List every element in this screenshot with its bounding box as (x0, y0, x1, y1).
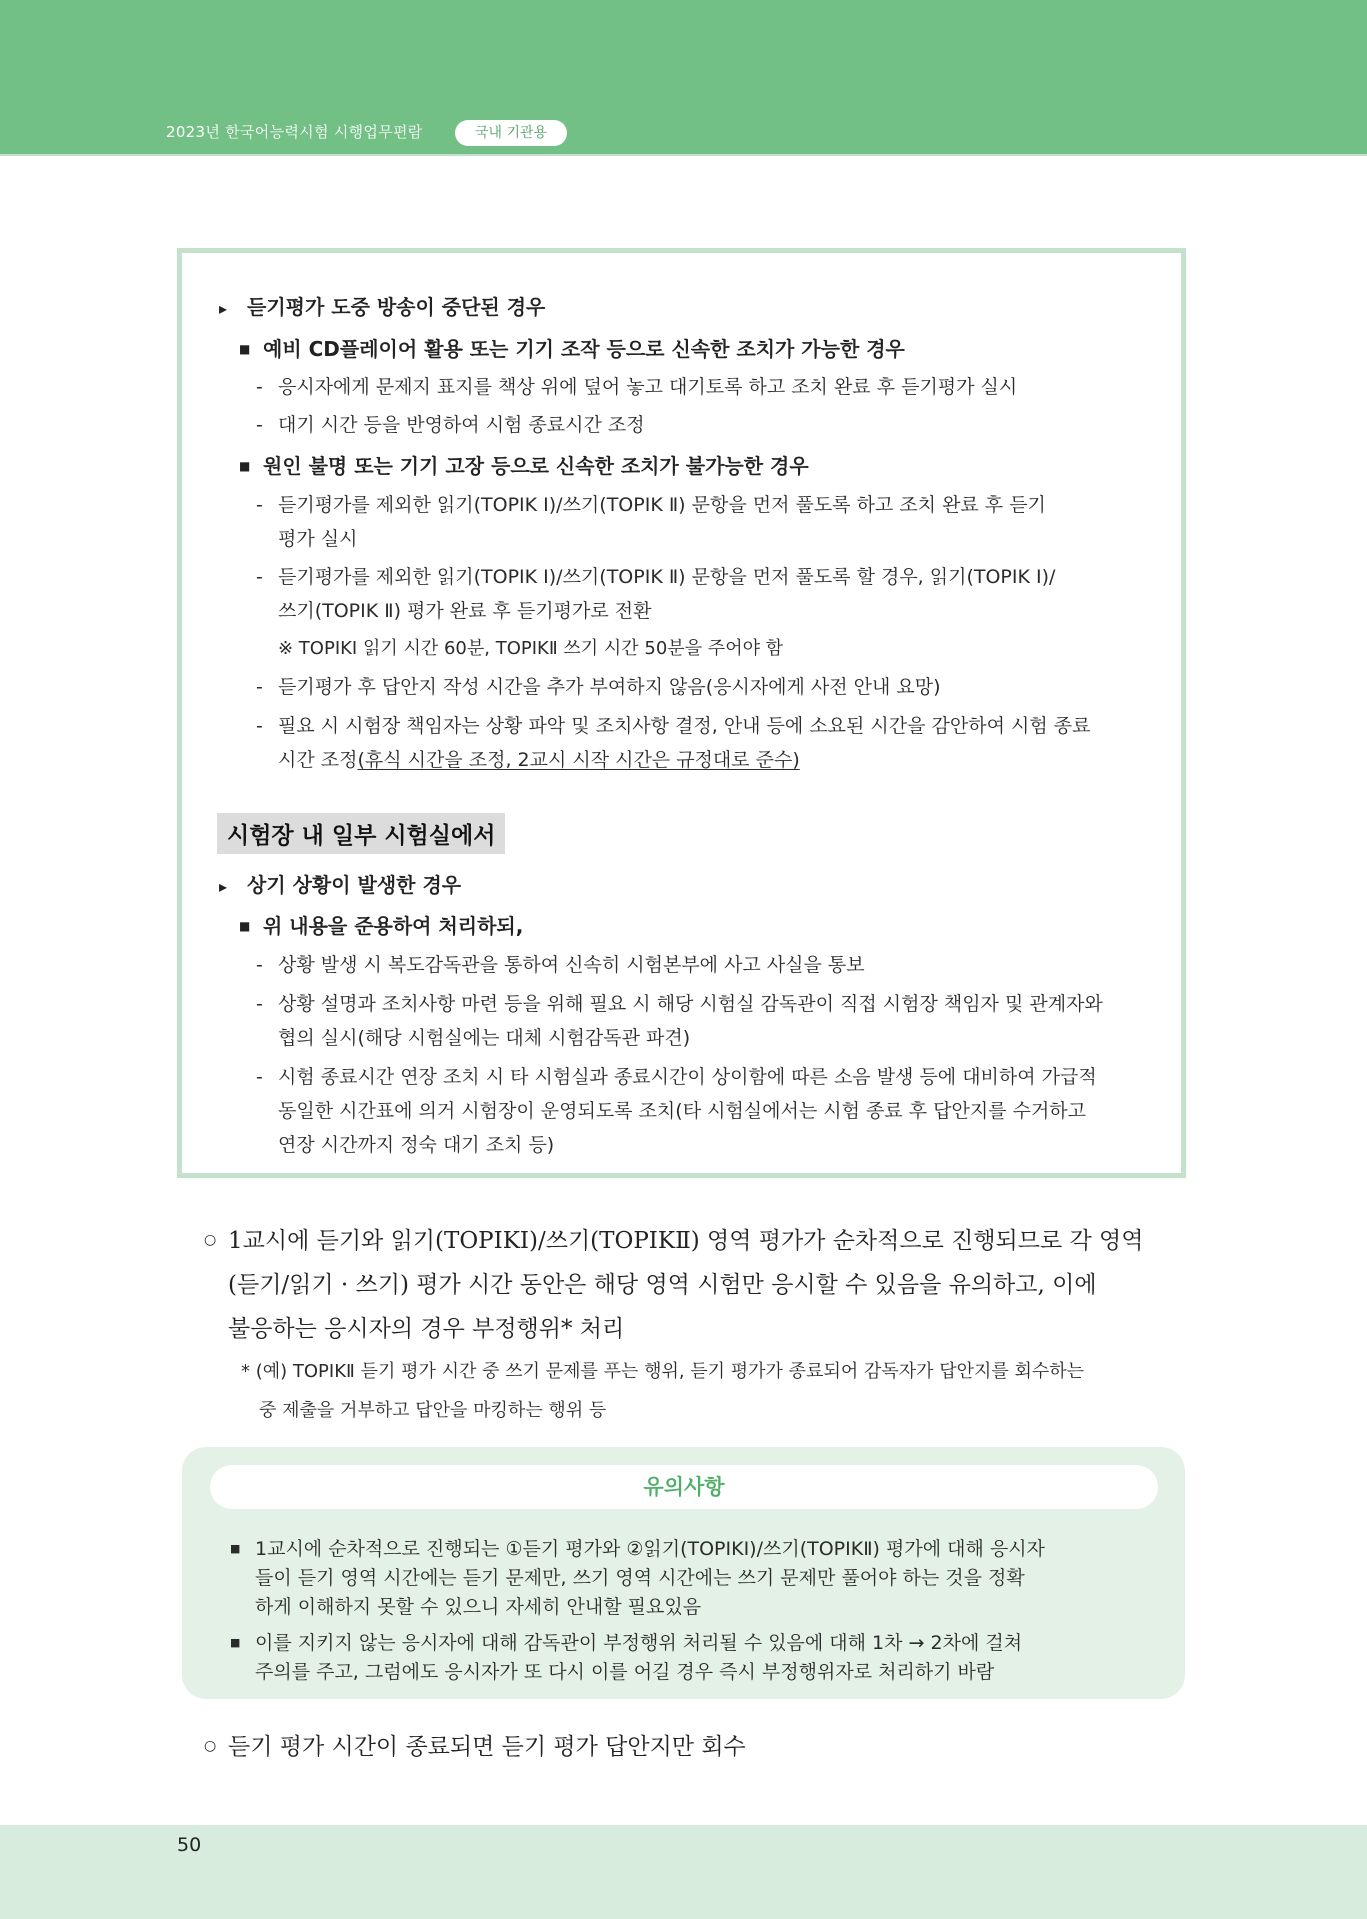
caution-box (182, 1447, 1185, 1699)
text-segment: 시간 조정 (278, 749, 358, 771)
caution-item: ■ 1교시에 순차적으로 진행되는 ①듣기 평가와 ②읽기(TOPIKⅠ)/쓰기(TOPIKⅡ) 평가에 대해 응시자 (230, 1534, 1045, 1561)
list-item: - 필요 시 시험장 책임자는 상황 파악 및 조치사항 결정, 안내 등에 소요된 시간을 감안하여 시험 종료 (256, 711, 1090, 738)
caution-item-continued: 들이 듣기 영역 시간에는 듣기 문제만, 쓰기 영역 시간에는 쓰기 문제만 풀어야 하는 것을 정확 (255, 1567, 1025, 1589)
procedure-box (177, 248, 1186, 1178)
list-item: - 대기 시간 등을 반영하여 시험 종료시간 조정 (256, 410, 645, 437)
body-paragraph-1-continued: 불응하는 응시자의 경우 부정행위* 처리 (228, 1316, 625, 1342)
list-item-continued: 연장 시간까지 정숙 대기 조치 등) (278, 1134, 555, 1156)
list-item-continued: 평가 실시 (278, 528, 358, 550)
footnote: * (예) TOPIKⅡ 듣기 평가 시간 중 쓰기 문제를 푸는 행위, 듣기 평가가 종료되어 감독자가 답안지를 회수하는 (241, 1361, 1085, 1382)
body-paragraph-2: ○ 듣기 평가 시간이 종료되면 듣기 평가 답안지만 회수 (204, 1728, 746, 1761)
list-item-continued: 협의 실시(해당 시험실에는 대체 시험감독관 파견) (278, 1027, 691, 1049)
page-footer (0, 1825, 1367, 1919)
list-item: - 듣기평가를 제외한 읽기(TOPIK Ⅰ)/쓰기(TOPIK Ⅱ) 문항을 먼저 풀도록 하고 조치 완료 후 듣기 (256, 490, 1046, 517)
caution-item: ■ 이를 지키지 않는 응시자에 대해 감독관이 부정행위 처리될 수 있음에 대해 1차 → 2차에 걸쳐 (230, 1628, 1022, 1655)
page-number: 50 (177, 1834, 202, 1856)
header-divider (0, 154, 1367, 156)
sub-heading-no-quick-fix: ■ 원인 불명 또는 기기 고장 등으로 신속한 조치가 불가능한 경우 (239, 450, 809, 479)
list-item: - 상황 발생 시 복도감독관을 통하여 신속히 시험본부에 사고 사실을 통보 (256, 950, 865, 977)
audience-badge: 국내 기관용 (455, 120, 567, 146)
section-title-partial-rooms: 시험장 내 일부 시험실에서 (217, 813, 505, 854)
list-item: - 시험 종료시간 연장 조치 시 타 시험실과 종료시간이 상이함에 따른 소음 발생 등에 대비하여 가급적 (256, 1062, 1097, 1089)
heading-broadcast-interrupted: ▸ 듣기평가 도중 방송이 중단된 경우 (219, 291, 545, 320)
list-item-continued: 쓰기(TOPIK Ⅱ) 평가 완료 후 듣기평가로 전환 (278, 600, 652, 622)
underlined-text: (휴식 시간을 조정, 2교시 시작 시간은 규정대로 준수) (357, 749, 800, 771)
sub-heading-quick-fix: ■ 예비 CD플레이어 활용 또는 기기 조작 등으로 신속한 조치가 가능한 경우 (239, 333, 905, 362)
list-item-continued (278, 745, 800, 772)
footnote-continued: 중 제출을 거부하고 답안을 마킹하는 행위 등 (259, 1400, 607, 1421)
list-item-continued: 동일한 시간표에 의거 시험장이 운영되도록 조치(타 시험실에서는 시험 종료 후 답안지를 수거하고 (278, 1100, 1087, 1122)
list-item: - 응시자에게 문제지 표지를 책상 위에 덮어 놓고 대기토록 하고 조치 완료 후 듣기평가 실시 (256, 372, 1017, 399)
document-title: 2023년 한국어능력시험 시행업무편람 (166, 123, 423, 141)
list-item: - 상황 설명과 조치사항 마련 등을 위해 필요 시 해당 시험실 감독관이 직접 시험장 책임자 및 관계자와 (256, 989, 1103, 1016)
caution-item-continued: 주의를 주고, 그럼에도 응시자가 또 다시 이를 어길 경우 즉시 부정행위자로 처리하기 바람 (255, 1661, 995, 1683)
time-note: ※ TOPIKⅠ 읽기 시간 60분, TOPIKⅡ 쓰기 시간 50분을 주어야 함 (278, 638, 784, 659)
body-paragraph-1: ○ 1교시에 듣기와 읽기(TOPIKⅠ)/쓰기(TOPIKⅡ) 영역 평가가 순차적으로 진행되므로 각 영역 (204, 1222, 1143, 1255)
caution-title: 유의사항 (210, 1465, 1158, 1509)
caution-item-continued: 하게 이해하지 못할 수 있으니 자세히 안내할 필요있음 (255, 1596, 702, 1618)
sub-heading-apply-above: ■ 위 내용을 준용하여 처리하되, (239, 910, 523, 939)
list-item: - 듣기평가를 제외한 읽기(TOPIK Ⅰ)/쓰기(TOPIK Ⅱ) 문항을 먼저 풀도록 할 경우, 읽기(TOPIK Ⅰ)/ (256, 562, 1055, 589)
heading-situation-occurs: ▸ 상기 상황이 발생한 경우 (219, 869, 461, 898)
list-item: - 듣기평가 후 답안지 작성 시간을 추가 부여하지 않음(응시자에게 사전 안내 요망) (256, 672, 941, 699)
body-paragraph-1-continued: (듣기/읽기 · 쓰기) 평가 시간 동안은 해당 영역 시험만 응시할 수 있음을 유의하고, 이에 (228, 1272, 1097, 1298)
